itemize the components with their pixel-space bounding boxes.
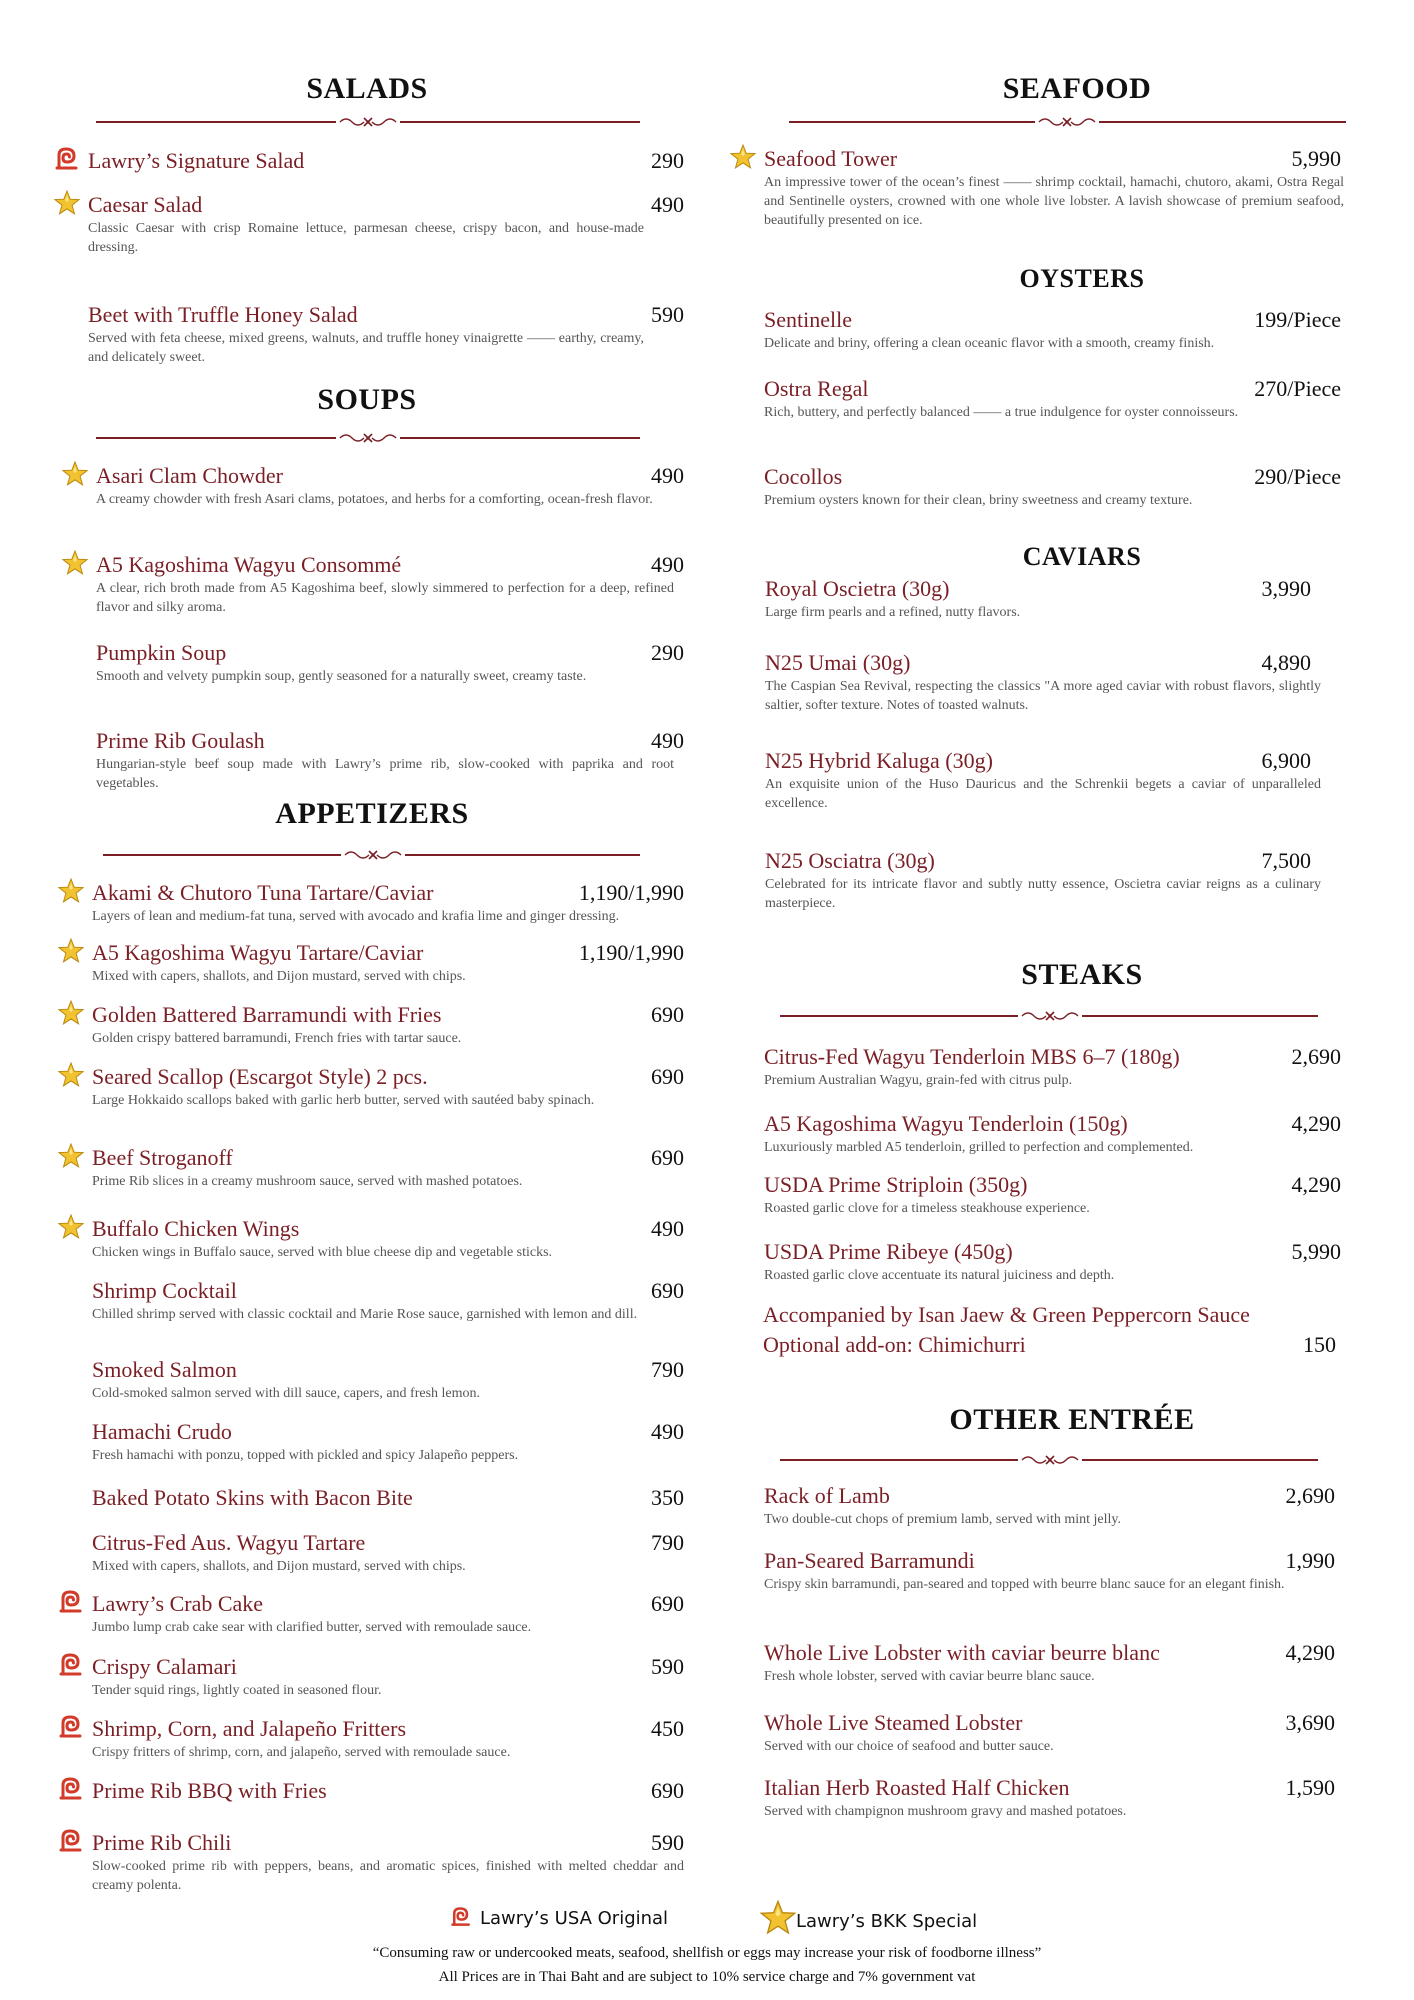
item-price: 490 [651, 463, 684, 488]
item-price: 350 [651, 1485, 684, 1510]
item-price: 690 [651, 1145, 684, 1170]
item-description: Roasted garlic clove for a timeless steakhouse experience. [764, 1201, 1090, 1216]
item-name: Prime Rib BBQ with Fries [92, 1778, 327, 1803]
item-price: 790 [651, 1530, 684, 1555]
section-divider [96, 431, 640, 445]
item-description: Delicate and briny, offering a clean oceanic flavor with a smooth, creamy finish. [764, 336, 1215, 351]
item-name: Hamachi Crudo [92, 1419, 232, 1444]
item-description: Fresh hamachi with ponzu, topped with pickled and spicy Jalapeño peppers. [92, 1448, 519, 1463]
item-description: An exquisite union of the Huso Dauricus and the Schrenkii begets a caviar of unparalleled excellence. [765, 777, 1321, 811]
lawrys-original-icon [58, 1589, 84, 1615]
price-note: All Prices are in Thai Baht and are subject to 10% service charge and 7% government vat [438, 1969, 976, 1985]
item-price: 3,690 [1285, 1710, 1335, 1735]
item-name: Akami & Chutoro Tuna Tartare/Caviar [92, 880, 434, 905]
item-price: 270/Piece [1254, 376, 1341, 401]
item-description: Prime Rib slices in a creamy mushroom sauce, served with mashed potatoes. [92, 1174, 523, 1189]
item-price: 4,290 [1291, 1172, 1341, 1197]
legend-special-label: Lawry’s BKK Special [796, 1911, 978, 1932]
item-price: 590 [651, 302, 684, 327]
item-name: Shrimp Cocktail [92, 1278, 237, 1303]
item-description: Tender squid rings, lightly coated in seasoned flour. [92, 1683, 382, 1698]
item-name: Seafood Tower [764, 146, 898, 171]
section-title-soups: SOUPS [317, 383, 417, 416]
item-name: Caesar Salad [88, 192, 203, 217]
item-name: Shrimp, Corn, and Jalapeño Fritters [92, 1716, 407, 1741]
bkk-special-star-icon [58, 1000, 84, 1026]
item-price: 490 [651, 728, 684, 753]
lawrys-original-icon [58, 1652, 84, 1678]
item-name: Sentinelle [764, 307, 852, 332]
section-title-seafood: SEAFOOD [1002, 72, 1152, 105]
section-divider [780, 1009, 1318, 1023]
item-description: A clear, rich broth made from A5 Kagoshima beef, slowly simmered to perfection for a deep, refined flavor and silky aroma. [96, 581, 674, 615]
bkk-special-star-icon [62, 461, 88, 487]
lawrys-original-icon [58, 1714, 84, 1740]
section-divider [789, 115, 1346, 129]
item-description: Classic Caesar with crisp Romaine lettuce, parmesan cheese, crispy bacon, and house-made dressing. [88, 221, 644, 255]
item-price: 590 [651, 1654, 684, 1679]
bkk-special-star-icon [58, 938, 84, 964]
item-description: Served with our choice of seafood and butter sauce. [764, 1739, 1054, 1754]
item-description: Roasted garlic clove accentuate its natural juiciness and depth. [764, 1268, 1115, 1283]
item-description: Served with feta cheese, mixed greens, walnuts, and truffle honey vinaigrette —— earthy, creamy, and delicately sweet. [88, 331, 644, 365]
item-price: 1,990 [1285, 1548, 1335, 1573]
item-name: Beet with Truffle Honey Salad [88, 302, 358, 327]
item-description: A creamy chowder with fresh Asari clams, potatoes, and herbs for a comforting, ocean-fresh flavor. [96, 492, 653, 507]
item-description: Chilled shrimp served with classic cocktail and Marie Rose sauce, garnished with lemon and dill. [92, 1307, 638, 1322]
item-description: Mixed with capers, shallots, and Dijon mustard, served with chips. [92, 969, 466, 984]
item-name: A5 Kagoshima Wagyu Consommé [96, 552, 402, 577]
item-name: USDA Prime Ribeye (450g) [764, 1239, 1013, 1264]
item-description: Two double-cut chops of premium lamb, served with mint jelly. [764, 1512, 1121, 1527]
item-name: Crispy Calamari [92, 1654, 237, 1679]
item-price: 6,900 [1261, 748, 1311, 773]
item-price: 1,190/1,990 [578, 940, 684, 965]
item-name: Baked Potato Skins with Bacon Bite [92, 1485, 413, 1510]
item-price: 290 [651, 640, 684, 665]
legend-special [760, 1900, 977, 1936]
item-price: 490 [651, 1216, 684, 1241]
item-price: 5,990 [1291, 146, 1341, 171]
item-price: 690 [651, 1278, 684, 1303]
item-description: Golden crispy battered barramundi, French fries with tartar sauce. [92, 1031, 462, 1046]
item-price: 490 [651, 552, 684, 577]
item-price: 690 [651, 1002, 684, 1027]
bkk-special-star-icon [730, 144, 756, 170]
item-name: Citrus-Fed Aus. Wagyu Tartare [92, 1530, 366, 1555]
lawrys-original-icon [58, 1776, 84, 1802]
item-price: 490 [651, 1419, 684, 1444]
item-description: Celebrated for its intricate flavor and subtly nutty essence, Oscietra caviar reigns as a culinary masterpiece. [765, 877, 1321, 911]
item-price: 790 [651, 1357, 684, 1382]
item-name: Cocollos [764, 464, 843, 489]
bkk-special-star-icon [58, 1214, 84, 1240]
section-title-oysters: OYSTERS [1019, 264, 1145, 293]
item-price: 690 [651, 1778, 684, 1803]
item-description: Served with champignon mushroom gravy and mashed potatoes. [764, 1804, 1127, 1819]
section-title-other-entree: OTHER ENTRÉE [949, 1403, 1195, 1436]
item-description: Fresh whole lobster, served with caviar beurre blanc sauce. [764, 1669, 1095, 1684]
item-price: 590 [651, 1830, 684, 1855]
item-price: 7,500 [1261, 848, 1311, 873]
item-price: 1,590 [1285, 1775, 1335, 1800]
item-price: 290 [651, 148, 684, 173]
item-description: Hungarian-style beef soup made with Lawry’s prime rib, slow-cooked with paprika and root vegetables. [96, 757, 674, 791]
item-name: Lawry’s Crab Cake [92, 1591, 264, 1616]
steak-addon-price: 150 [1303, 1332, 1336, 1357]
section-title-steaks: STEAKS [1021, 958, 1143, 991]
item-description: Slow-cooked prime rib with peppers, beans, and aromatic spices, finished with melted cheddar and creamy polenta. [92, 1859, 684, 1893]
item-description: Chicken wings in Buffalo sauce, served with blue cheese dip and vegetable sticks. [92, 1245, 553, 1260]
item-name: A5 Kagoshima Wagyu Tartare/Caviar [92, 940, 424, 965]
steak-addon-note: Optional add-on: Chimichurri [763, 1332, 1026, 1357]
item-name: Whole Live Steamed Lobster [764, 1710, 1023, 1735]
item-name: Beef Stroganoff [92, 1145, 233, 1170]
item-name: Asari Clam Chowder [96, 463, 283, 488]
section-divider [96, 115, 640, 129]
section-divider [103, 848, 640, 862]
section-title-appetizers: APPETIZERS [275, 797, 469, 830]
legend-original [450, 1906, 668, 1929]
section-title-caviars: CAVIARS [1022, 542, 1142, 571]
item-description: Large firm pearls and a refined, nutty flavors. [765, 605, 1021, 620]
item-price: 3,990 [1261, 576, 1311, 601]
item-price: 2,690 [1291, 1044, 1341, 1069]
item-description: An impressive tower of the ocean’s finest —— shrimp cocktail, hamachi, chutoro, akami, Ostra Regal and Sentinelle oysters, crowned with one whole live lobster. A lavish showcase of premium seafood, beautifully presented on ice. [764, 175, 1344, 228]
item-description: Premium oysters known for their clean, briny sweetness and creamy texture. [764, 493, 1193, 508]
item-price: 4,290 [1285, 1640, 1335, 1665]
item-description: Luxuriously marbled A5 tenderloin, grilled to perfection and complemented. [764, 1140, 1194, 1155]
lawrys-original-icon [58, 1828, 84, 1854]
item-price: 4,890 [1261, 650, 1311, 675]
item-name: Lawry’s Signature Salad [88, 148, 305, 173]
lawrys-original-icon [450, 1906, 472, 1928]
item-name: Pumpkin Soup [96, 640, 227, 665]
item-description: The Caspian Sea Revival, respecting the classics "A more aged caviar with robust flavors, slightly saltier, softer texture. Notes of toasted walnuts. [765, 679, 1321, 713]
item-name: Whole Live Lobster with caviar beurre blanc [764, 1640, 1160, 1665]
item-name: Citrus-Fed Wagyu Tenderloin MBS 6–7 (180g) [764, 1044, 1180, 1069]
item-description: Cold-smoked salmon served with dill sauce, capers, and fresh lemon. [92, 1386, 481, 1401]
item-price: 450 [651, 1716, 684, 1741]
item-name: A5 Kagoshima Wagyu Tenderloin (150g) [764, 1111, 1128, 1136]
bkk-special-star-icon [58, 1143, 84, 1169]
item-description: Smooth and velvety pumpkin soup, gently seasoned for a naturally sweet, creamy taste. [96, 669, 587, 684]
item-description: Jumbo lump crab cake sear with clarified butter, served with remoulade sauce. [92, 1620, 532, 1635]
item-description: Premium Australian Wagyu, grain-fed with citrus pulp. [764, 1073, 1073, 1088]
item-price: 690 [651, 1064, 684, 1089]
item-name: Royal Oscietra (30g) [765, 576, 950, 601]
bkk-special-star-icon [62, 550, 88, 576]
item-price: 690 [651, 1591, 684, 1616]
item-name: N25 Osciatra (30g) [765, 848, 935, 873]
item-name: Seared Scallop (Escargot Style) 2 pcs. [92, 1064, 428, 1089]
item-name: Italian Herb Roasted Half Chicken [764, 1775, 1070, 1800]
foodborne-warning: “Consuming raw or undercooked meats, seafood, shellfish or eggs may increase your risk of foodborne illness” [372, 1945, 1042, 1961]
item-name: N25 Umai (30g) [765, 650, 911, 675]
item-name: Buffalo Chicken Wings [92, 1216, 300, 1241]
bkk-special-star-icon [58, 878, 84, 904]
item-name: N25 Hybrid Kaluga (30g) [765, 748, 993, 773]
item-price: 4,290 [1291, 1111, 1341, 1136]
item-description: Layers of lean and medium-fat tuna, served with avocado and krafia lime and ginger dressing. [92, 909, 620, 924]
item-price: 1,190/1,990 [578, 880, 684, 905]
steak-sauce-note: Accompanied by Isan Jaew & Green Peppercorn Sauce [763, 1302, 1250, 1327]
bkk-special-star-icon [760, 1900, 796, 1936]
item-price: 290/Piece [1254, 464, 1341, 489]
section-divider [780, 1453, 1318, 1467]
item-price: 490 [651, 192, 684, 217]
item-name: Prime Rib Goulash [96, 728, 265, 753]
item-description: Crispy skin barramundi, pan-seared and topped with beurre blanc sauce for an elegant finish. [764, 1577, 1285, 1592]
item-description: Rich, buttery, and perfectly balanced —— a true indulgence for oyster connoisseurs. [764, 405, 1239, 420]
item-name: Golden Battered Barramundi with Fries [92, 1002, 442, 1027]
lawrys-original-icon [54, 146, 80, 172]
item-description: Mixed with capers, shallots, and Dijon mustard, served with chips. [92, 1559, 466, 1574]
item-price: 2,690 [1285, 1483, 1335, 1508]
bkk-special-star-icon [58, 1062, 84, 1088]
item-price: 5,990 [1291, 1239, 1341, 1264]
item-description: Crispy fritters of shrimp, corn, and jalapeño, served with remoulade sauce. [92, 1745, 511, 1760]
item-name: Smoked Salmon [92, 1357, 237, 1382]
item-name: Ostra Regal [764, 376, 869, 401]
legend-original-label: Lawry’s USA Original [480, 1908, 669, 1929]
item-name: Rack of Lamb [764, 1483, 890, 1508]
item-price: 199/Piece [1254, 307, 1341, 332]
item-name: Pan-Seared Barramundi [764, 1548, 975, 1573]
section-title-salads: SALADS [306, 72, 428, 105]
bkk-special-star-icon [54, 190, 80, 216]
item-name: Prime Rib Chili [92, 1830, 232, 1855]
item-name: USDA Prime Striploin (350g) [764, 1172, 1028, 1197]
item-description: Large Hokkaido scallops baked with garlic herb butter, served with sautéed baby spinach. [92, 1093, 595, 1108]
